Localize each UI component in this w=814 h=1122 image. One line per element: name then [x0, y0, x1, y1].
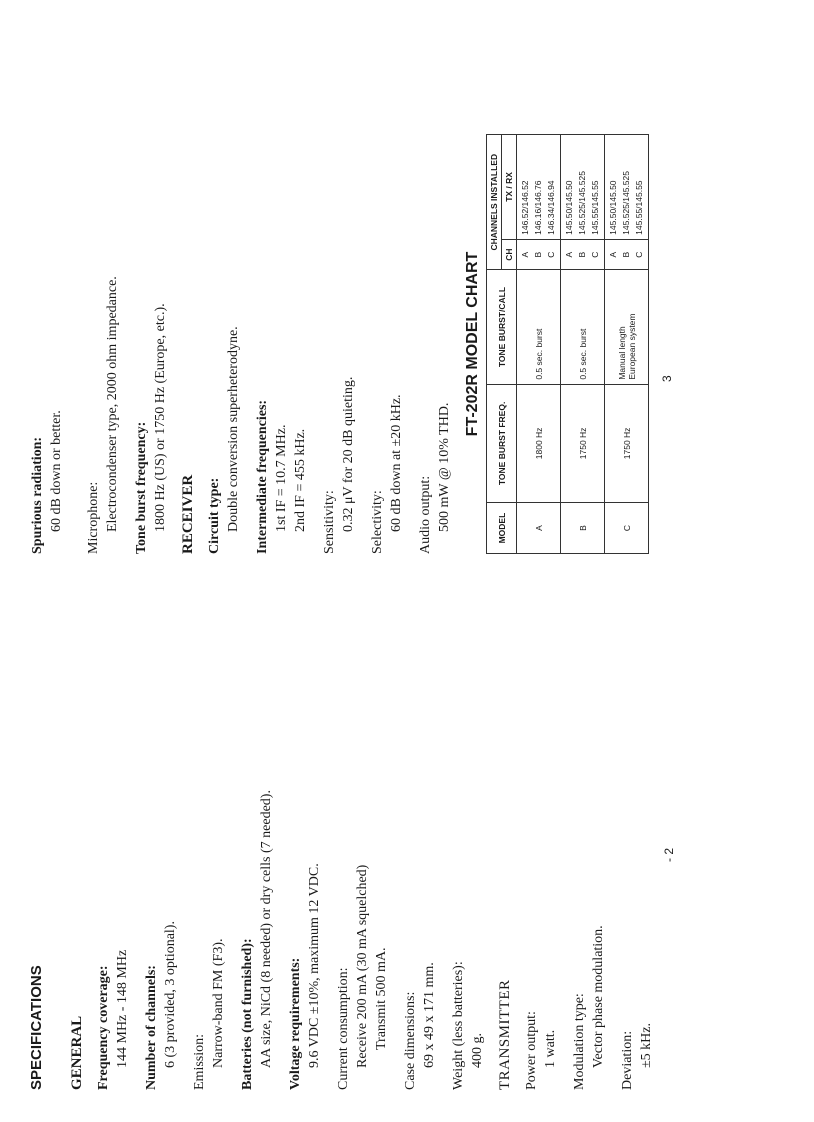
cell-freq: 1750 Hz [605, 384, 649, 502]
spec-audio-output [416, 34, 454, 554]
spec-value: 1800 Hz (US) or 1750 Hz (Europe, etc.). [153, 303, 168, 532]
spec-label: Audio output: [418, 475, 433, 554]
section-transmitter: TRANSMITTER [497, 979, 513, 1090]
spec-value: 69 x 49 x 171 mm. [422, 962, 437, 1068]
spec-value: 9.6 VDC ±10%, maximum 12 VDC. [307, 863, 322, 1068]
spec-label: Modulation type: [572, 993, 587, 1090]
spec-circuit-type [205, 34, 243, 554]
txrx-item: 146.16/146.76 [533, 180, 543, 235]
ch-item: A [564, 251, 574, 258]
spec-modulation-type [570, 590, 608, 1090]
spec-voltage [286, 590, 324, 1090]
cell-ch [605, 239, 649, 270]
spec-number-of-channels [142, 590, 180, 1090]
spec-selectivity [368, 34, 406, 554]
cell-txrx [517, 135, 561, 240]
ch-item: A [608, 251, 618, 258]
cell-model: C [605, 503, 649, 554]
spec-label: Intermediate frequencies: [255, 399, 270, 554]
cell-txrx [605, 135, 649, 240]
spec-value: AA size, NiCd (8 needed) or dry cells (7 needed). [259, 790, 274, 1068]
spec-batteries [238, 590, 276, 1090]
spec-value: Vector phase modulation. [591, 925, 606, 1068]
spec-value: 500 mW @ 10% THD. [437, 402, 452, 532]
spec-value: 6 (3 provided, 3 optional). [163, 921, 178, 1068]
spec-label: Emission: [192, 1033, 207, 1090]
cell-freq: 1800 Hz [517, 384, 561, 502]
header-channels-installed: CHANNELS INSTALLED [487, 135, 502, 270]
spec-label: Microphone: [86, 481, 101, 554]
cell-call: 0.5 sec. burst [561, 270, 605, 384]
spec-value: 144 MHz - 148 MHz [115, 949, 130, 1068]
spec-label: Tone burst frequency: [134, 421, 149, 554]
left-column [28, 590, 666, 1090]
table-header-row [487, 135, 502, 554]
page-heading: SPECIFICATIONS [28, 965, 45, 1090]
cell-call: 0.5 sec. burst [517, 270, 561, 384]
section-general: GENERAL [69, 1015, 85, 1090]
spec-microphone [84, 34, 122, 554]
spec-value: 0.32 μV for 20 dB quieting. [341, 376, 356, 532]
txrx-item: 145.55/145.55 [634, 180, 644, 235]
spec-case-dimensions [401, 590, 439, 1090]
spec-power-output [522, 590, 560, 1090]
cell-model: A [517, 503, 561, 554]
txrx-item: 145.525/145.525 [621, 171, 631, 235]
section-receiver: RECEIVER [180, 474, 196, 554]
spec-value: Narrow-band FM (F3). [211, 938, 226, 1068]
spec-value: 1 watt. [543, 1029, 558, 1068]
spec-value: Double conversion superheterodyne. [226, 326, 241, 532]
spec-label: Deviation: [620, 1030, 635, 1090]
ch-item: B [577, 251, 587, 258]
spec-frequency-coverage [94, 590, 132, 1090]
spec-label: Spurious radiation: [30, 436, 45, 554]
txrx-item: 146.34/146.94 [546, 180, 556, 235]
spec-label: Weight (less batteries): [451, 961, 466, 1090]
spec-value: 60 dB down or better. [49, 410, 64, 532]
spec-label: Selectivity: [370, 490, 385, 554]
page-number-left: - 2 [662, 847, 676, 862]
spec-value: 400 g. [470, 1033, 485, 1068]
table-row [517, 135, 561, 554]
spec-value: 60 dB down at ±20 kHz. [389, 394, 404, 532]
call-line-1: Manual length [616, 326, 627, 380]
spec-tone-burst-frequency [132, 34, 170, 554]
ch-item: C [590, 251, 600, 258]
cell-ch [517, 239, 561, 270]
txrx-item: 145.525/145.525 [577, 171, 587, 235]
txrx-item: 145.50/145.50 [608, 180, 618, 235]
spec-label: Power output: [524, 1011, 539, 1090]
spec-label: Voltage requirements: [288, 957, 303, 1090]
spec-sensitivity [320, 34, 358, 554]
spec-spurious-radiation [28, 34, 66, 554]
txrx-item: 146.52/146.52 [520, 180, 530, 235]
spec-value: Receive 200 mA (30 mA squelched) [355, 864, 370, 1068]
header-tone-burst-freq: TONE BURST FREQ. [487, 384, 517, 502]
spec-label: Frequency coverage: [96, 965, 111, 1090]
ch-item: B [533, 251, 543, 258]
spec-intermediate-frequencies [253, 34, 310, 554]
spec-emission [190, 590, 228, 1090]
spec-label: Case dimensions: [403, 991, 418, 1090]
table-row [605, 135, 649, 554]
cell-ch [561, 239, 605, 270]
txrx-item: 145.55/145.55 [590, 180, 600, 235]
header-tx-rx: TX / RX [502, 135, 517, 240]
spec-label: Sensitivity: [322, 490, 337, 554]
ch-item: C [546, 251, 556, 258]
model-chart-title: FT-202R MODEL CHART [464, 251, 481, 437]
spec-label: Current consumption: [336, 967, 351, 1090]
model-chart-table [486, 134, 649, 554]
spec-value-2: 2nd IF = 455 kHz. [293, 428, 308, 532]
header-model: MODEL [487, 503, 517, 554]
spec-value: ±5 kHz. [639, 1022, 654, 1068]
cell-txrx [561, 135, 605, 240]
spec-current-consumption [334, 590, 391, 1090]
ch-item: C [634, 251, 644, 258]
spec-weight [449, 590, 487, 1090]
table-row [561, 135, 605, 554]
header-ch: CH [502, 239, 517, 270]
header-tone-burst-call: TONE BURST/CALL [487, 270, 517, 384]
txrx-item: 145.50/145.50 [564, 180, 574, 235]
spec-value-2: Transmit 500 mA. [374, 947, 389, 1050]
right-column [28, 34, 649, 554]
cell-freq: 1750 Hz [561, 384, 605, 502]
cell-model: B [561, 503, 605, 554]
spec-label: Circuit type: [207, 477, 222, 554]
spec-value: 1st IF = 10.7 MHz. [274, 424, 289, 532]
spec-label: Number of channels: [144, 965, 159, 1090]
page-number-right: 3 [660, 375, 674, 382]
spec-deviation [618, 590, 656, 1090]
spec-label: Batteries (not furnished): [240, 938, 255, 1090]
ch-item: B [621, 251, 631, 258]
ch-item: A [520, 251, 530, 258]
call-line-2: European system [626, 313, 637, 380]
spec-value: Electrocondenser type, 2000 ohm impedance. [105, 276, 120, 532]
cell-call [605, 270, 649, 384]
